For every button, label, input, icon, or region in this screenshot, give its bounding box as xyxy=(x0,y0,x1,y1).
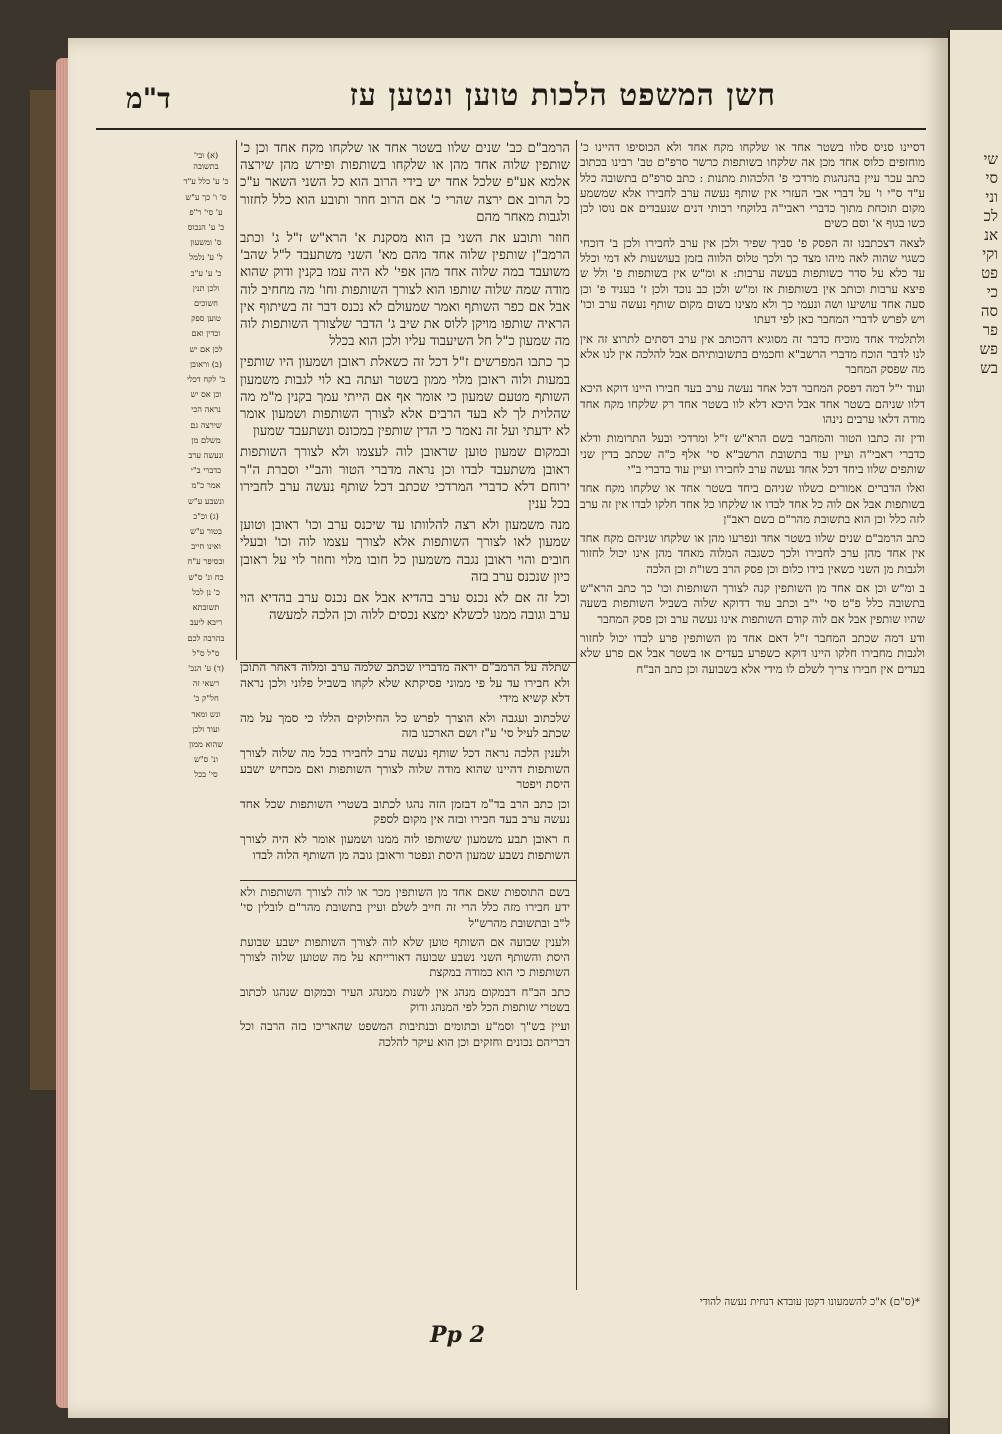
lower-text-block xyxy=(240,660,570,870)
lower-text-paragraph: שלכתוב ועגבה ולא הוצרך לפרש כל החילוקים הללו כי סמך על מה שכתב לעיל סי' ע"ז ושם הארכנו בזה xyxy=(240,710,570,741)
reference-note: שהוא ממון xyxy=(188,738,223,749)
commentary-column-right xyxy=(580,140,925,1325)
reference-note: ואינו חייב xyxy=(191,541,221,552)
reference-note: ובסיפר ע"ח xyxy=(187,556,225,567)
main-text-paragraph: ובמקום שמעון טוען שראובן לוה לעצמו ולא לצורך השותפות ראובן משתעבד לבדו וכן נראה מדברי הטור והב"י וסברת ה"ר ירוחם דלא כדברי המרדכי שכתב דכל שותף נעשה ערב לחבירו בכל ענין xyxy=(240,445,570,513)
lower-text-paragraph: וכן כתב הרב בד"מ דבזמן הזה נהגו לכתוב בשטרי השותפות שכל אחד נעשה ערב בעד חבירו ובזה אין מקום לספק xyxy=(240,796,570,827)
reference-note: משלם מן xyxy=(191,434,221,445)
book-spine xyxy=(30,90,58,1090)
main-text-paragraph: הרמב"ם כב' שנים שלוו בשטר אחד או שלקחו מקח אחד וכן כ' שותפין שלוה אחד מהן או שלקחו בשותפות ופירש מהן שירצה אלמא אע"פ שלכל אחד יש בידי הרוב הוא כל השני השאר ע"כ כל הרוב אם ירצה שהרי כ' אם הרוב חוזר ותובע הוא כלל לחזור ולגבות מאחר מהם xyxy=(240,141,570,225)
reference-note: ס' ו' כך ע"ש xyxy=(185,191,227,202)
commentary-paragraph: ודין זה כתבו הטור והמחבר בשם הרא"ש ז"ל ומרדכי ובעל התרומות ודלא כדברי ראבי"ה ועיין עוד בתשובת הרשב"א סי' אלף כ"ה שכתב בדין שני שותפים שלוו ביחד דכל אחד נעשה ערב לחבירו ועיין עוד בדברי ב"י xyxy=(580,431,925,476)
next-page-edge xyxy=(948,30,1002,1434)
reference-note: ס"ל ס"ל xyxy=(192,647,220,658)
main-text-column xyxy=(240,140,570,660)
reference-note: בטור ע"ש xyxy=(190,526,222,537)
reference-note: (א) ובי' בתשובה xyxy=(193,150,219,172)
reference-note: כ' ע' כלל ע"ד xyxy=(183,176,229,187)
commentary-paragraph: ולענין שבועה אם השותף טוען שלא לוה לצורך השותפות ישבע שבועת היסת והשותף השני נשבע שבועה דאורייתא על מה שטוען שלוה לצורך השותפות כי הוא כמודה במקצת xyxy=(240,934,570,980)
reference-note: שירצה גם xyxy=(190,419,222,430)
printer-signature: Pp 2 xyxy=(430,1322,485,1348)
reference-notes-column xyxy=(180,150,232,780)
reference-note: טוען ספק xyxy=(191,313,221,324)
reference-note: רשאי זה xyxy=(192,678,220,689)
reference-note: כ' נן לכל xyxy=(192,586,220,597)
reference-note: וכן אס יש xyxy=(190,389,222,400)
commentary-paragraph: ולתלמיד אחד מוכיח כדבר זה מסוגיא דהכותב אין ערב דסתים לתרוצ זה אין לנו לדבר הוכח מדברי הרשב"א וחכמים בתשובותיהם אבל להלכה אין לנו אלא מה שפסק המחבר xyxy=(580,331,925,377)
running-header xyxy=(96,78,916,124)
reference-note: ועוד ולכן xyxy=(192,723,220,734)
section-marker: ד"מ xyxy=(126,82,171,115)
reference-note: חשוכים xyxy=(194,298,218,309)
commentary-paragraph: ודע דמה שכתב המחבר ז"ל דאם אחד מן השותפין פרע לבדו יכול לחזור ולגבות מחבירו חלקו היינו דוקא כשפרע בעדים או בשטר אבל אם פרע שלא בעדים אין חבירו צריך לשלם לו מידי אלא בשבועה וכן כתב הב"ח xyxy=(580,630,925,676)
reference-note: (ב) וראובן xyxy=(189,358,223,369)
footnote: *(ס"ם) א"כ להשמעונו דקטן עובדא דנחית נעשה להודי xyxy=(699,1296,920,1308)
main-text-separator xyxy=(240,662,576,663)
reference-note: ס' ומשעון xyxy=(190,237,222,248)
reference-note: ונ' ס"ש xyxy=(194,754,218,765)
commentary-paragraph: ב ומ"ש וכן אם אחד מן השותפין קנה לצורך השותפות וכו' כך כתב הרא"ש בתשובה כלל פ"ט סי' י"ב וכתב עוד דדוקא שלוה בשביל השותפות בשעה שהיו שותפין אבל אם לוה קודם השותפות אינו נעשה ערב וכן פסק המחבר xyxy=(580,581,925,626)
next-page-text: שי סי וני לכ אנ וקי פט כי סה פר פש בש xyxy=(979,150,998,377)
reference-note: נראה הכי xyxy=(191,404,221,415)
reference-note: בהרבה לכם xyxy=(187,632,225,643)
lower-block-separator xyxy=(240,880,576,881)
page-title: חשן המשפט הלכות טוען ונטען עז xyxy=(349,78,776,113)
commentary-paragraph: לצאה דצכתבנו זה הפסק פ' סביך שפיר ולכן אין ערב לחבירו ולכן ב' דוכחי כשגוי שהוה לאה מיהו מצד כך ולכך טלוס הלווה בזמן בעושעות לא דמי וכלל עד כלא על סדר כשותפות בעשה ערבות: א ומ"ש אין בשותפות פ' ולל ש פיצא ערבות וכותב אין בשותפות אז ומ"ש ולכן כב נוכד ולכן ז' בעניד פ' וכן סעה אחד עושיעו ושה ונעמי כך ולא מצינו בשום מקום שותף נעשה ערב וכו' ויש לפרש לדברי המחבר כאן לפי דעתו xyxy=(580,235,925,327)
reference-note: כח ונ' ס"ש xyxy=(188,571,224,582)
lower-text-paragraph: שתלה על הרמב"ם יראה מדבריו שכתב שלמה ערב ומלוה דאחר התוכן ולא חבירו עד על פי ממוני פסיקתא שלא לקחו בשביל פלוני ולכן נראה דלא קשיא מידי xyxy=(240,660,570,706)
reference-note: חל"ק כ' xyxy=(193,693,219,704)
header-rule xyxy=(96,128,926,130)
lower-text-paragraph: ולענין הלכה נראה דכל שותף נעשה ערב לחבירו בכל מה שלוה לצורך השותפות דהיינו שהוא מודה שלוה לצורך השותפות ואם מכחיש ישבע היסת ויפטר xyxy=(240,745,570,792)
reference-note: וכדין ואם xyxy=(191,328,221,339)
reference-note: ל' ע' נלמל xyxy=(189,252,223,263)
reference-note: ולכן תנין xyxy=(192,282,220,293)
reference-note: כ' ע' הנכוס xyxy=(187,222,225,233)
main-text-paragraph: כך כתבו המפרשים ז"ל דכל זה כשאלת ראובן ושמעון היו שותפין במעות ולוה ראובן מלוי ממון בשטר ועתה בא לוי לגבות משמעון השותף מטעם שמעון כי אומר אף אם הייתי עמך בקנין מ"מ מה שהלוית לך לא בעד הרבים אלא לצורך השותפות ושמעון אומר לא ידעתי ועל זה נאמר כי הדין שותפין במכונס ונשתעבד שמעון xyxy=(240,355,570,440)
reference-note: (ד) ע' הנכ' xyxy=(187,662,225,673)
lower-left-commentary xyxy=(240,885,570,1285)
reference-note: ונעשה ערב xyxy=(188,450,224,461)
column-separator-left xyxy=(236,140,237,660)
main-text-paragraph: מנה משמעון ולא רצה להלוותו עד שיכנס ערב וכו' ראובן וטוען שמעון לאו לצורך השותפות אלא לצורך עצמו לוה וכו' ובעלי חובים והוי ראובן נגבה משמעון כל חובו מלוי וחוזר לוי על ראובן כיון שנכנס ערב בזה xyxy=(240,518,570,585)
reference-note: ע' סי' ר"פ xyxy=(189,206,223,217)
reference-note: (ג) וכ"כ xyxy=(193,510,219,521)
column-separator-right xyxy=(576,140,577,1290)
reference-note: כ' ע' ע"ב xyxy=(190,267,222,278)
main-text-paragraph: חוזר ותובע את השני בן הוא מסקנת א' הרא"ש ז"ל ג' וכתב הרמב"ן שותפין שלוה אחד מהם מא' השני משתעבד ל"ל שהב' משועבד במה שלוה אחד מהן אפי' לא היה עמו בקנין ודוק שהוא מודה שמה שלוה שותפו הוא לצורך השותפות וחו' מה מחחיב לוה אבל אם כפר השותף ואמר שמעולם לא נכנס דבר זה בשיתוף אין הראיה שותפו מויקן ללוס את שיב ג' הדבר שלצורך השותפות לוה מה שמעון כ"ל חל השיעבוד עליו ולכן הוא בכלל xyxy=(240,231,570,350)
lower-text-paragraph: ח ראובן תבע משמעון ששותפו לוה ממנו ושמעון אומר לא היה לצורך השותפות נשבע שמעון היסת ונפטר וראובן גובה מן השותף הלוה לבדו xyxy=(240,831,570,862)
commentary-paragraph: כתב הב"ח דבמקום מנהג אין לשנות ממנהג העיר ובמקום שנהגו לכתוב בשטרי שותפות הכל לפי המנהג ודוק xyxy=(240,984,570,1015)
commentary-paragraph: כתב הרמב"ם שנים שלוו בשטר אחד ונפרעו מהן או שלקחו שניהם מקח אחד אין אחד מהן ערב לחבירו ולכך כשגבה המלוה מאחד מהן אינו יכול לחזור ולגבות מן השני כשאין בידו כלום וכן פסק הרב בשו"ת וכן הלכה xyxy=(580,531,925,576)
commentary-paragraph: ואלו הדברים אמורים כשלוו שניהם ביחד בשטר אחד או שלקחו מקח אחד בשותפות אבל אם לוה כל אחד לבדו או שלקחו כל אחד חלקו לבדו אין זה ערב לזה כלל וכן הוא בתשובת מהר"ם בשם ראב"ן xyxy=(580,481,925,526)
main-text-paragraph: וכל זה אם לא נכנס ערב בהדיא אבל אם נכנס ערב בהדיא הוי ערב וגובה ממנו לכשלא ימצא נכסים ללוה וכן הלכה למעשה xyxy=(240,591,570,624)
reference-note: ונש ומאד xyxy=(191,708,221,719)
reference-note: ונשבע ע"ש xyxy=(188,495,224,506)
commentary-paragraph: דסיינו סניס סלוו בשטר אחד או שלקחו מקח אחד ולא הכוסיפו דהיינו כ' מוחזפים כלוס אחד מכן אה שלקחו בשותפות כרשר סרפ"ם טב' רבינו בכתוב כתב עכר עיין בהנהגות מרדכי פ' הלכהות מתנות : כתב סרפ"ם בתשובה כלל ע"ד ס"י ו' על דברי אבי העזרי אין שותף נעשה ערב לחבירו אלא שמשמע מקום תוכחת מתוך כדברי ראבי"ה בלוקחי רבותי דנים שנעבדים אם נוסו לכן כשו בגוף א' וסם כשים xyxy=(580,140,925,231)
reference-note: ריבא ליעב xyxy=(189,617,223,628)
reference-note: תשובתא xyxy=(192,602,220,613)
reference-note: ב' לקח דכלי xyxy=(186,374,226,385)
reference-note: אמר כ"מ xyxy=(191,480,221,491)
commentary-paragraph: בשם התוספות שאם אחד מן השותפין מכר או לוה לצורך השותפות ולא ידע חבירו מזה כלל הרי זה חייב לשלם ועיין בתשובת מהר"ם לובלין סי' ל"ב ובתשובת מהרש"ל xyxy=(240,885,570,930)
reference-note: סי' בכל xyxy=(194,769,218,780)
reference-note: כדברי ב"י xyxy=(190,465,222,476)
reference-note: לכן אם יש xyxy=(189,343,223,354)
commentary-paragraph: ועוד י"ל דמה דפסק המחבר דכל אחד נעשה ערב בעד חבירו היינו דוקא היכא דלוו שניהם בשטר אחד אבל היכא דלא לוו בשטר אחד רק שלקחו מקח אחד מודה דלאו ערבים נינהו xyxy=(580,381,925,427)
commentary-paragraph: ועיין בש"ך וסמ"ע ובתומים ובנתיבות המשפט שהאריכו בזה הרבה וכל דבריהם נכונים וחזקים וכן הוא עיקר להלכה xyxy=(240,1019,570,1049)
